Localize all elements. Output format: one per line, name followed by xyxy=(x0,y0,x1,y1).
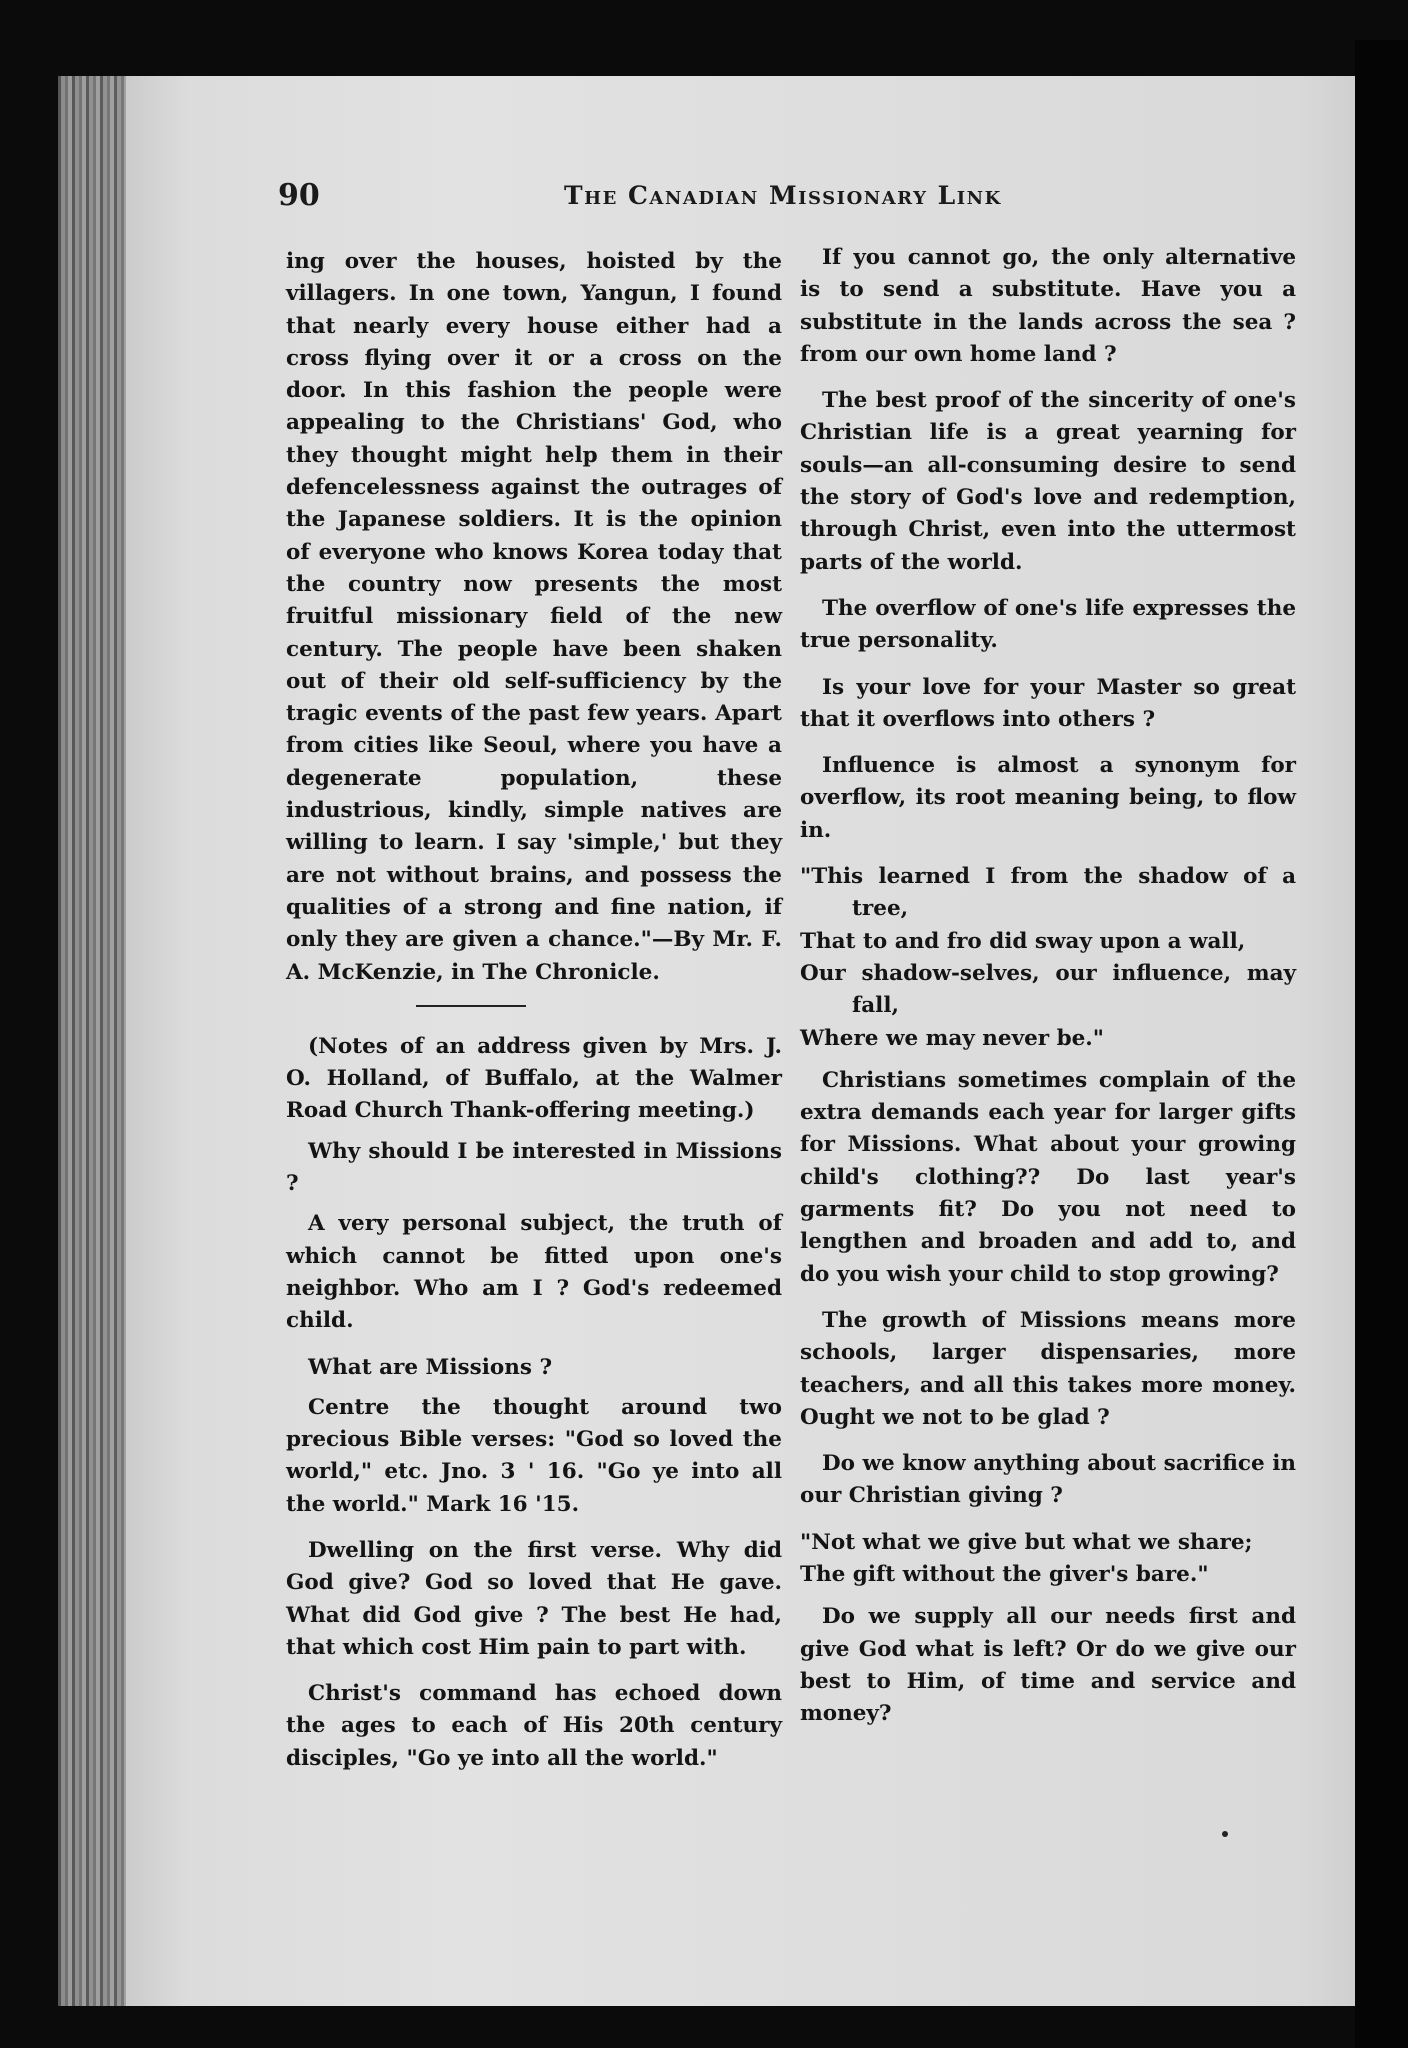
question: What are Missions ? xyxy=(308,1354,553,1380)
running-title: The Canadian Missionary Link xyxy=(564,181,1002,210)
poem-quote xyxy=(800,1527,1296,1592)
paragraph: ing over the houses, hoisted by the villagers. In one town, Yangun, I found that nearly every house either had a cross flying over it or a cross on the door. In this fashion the people were appealing to the Christians' God, who they thought might help them in their defencelessness against the outrages of the Japanese soldiers. It is the opinion of everyone who knows Korea today that the country now presents the most fruitful missionary field of the new century. The people have been shaken out of their old self-sufficiency by the tragic events of the past few years. Apart from cities like Seoul, where you have a degenerate population, these industrious, kindly, simple natives are willing to learn. I say 'simple,' but they are not without brains, and possess the qualities of a strong and fine nation, if only they are given a chance."—By Mr. F. A. McKenzie, in The Chronicle. xyxy=(286,249,782,985)
paragraph: Is your love for your Master so great that it overflows into others ? xyxy=(800,674,1296,732)
section-divider xyxy=(416,1005,526,1007)
paragraph: Influence is almost a synonym for overflow, its root meaning being, to flow in. xyxy=(800,753,1296,843)
paragraph: Christians sometimes complain of the extra demands each year for larger gifts for Missions. What about your growing child's clothing?? Do last year's garments fit? Do you not need to lengthen and broaden and add to, and do you wish your child to stop growing? xyxy=(800,1067,1296,1287)
poem-line: "This learned I from the shadow of a tree, xyxy=(800,864,1296,922)
poem-line: Where we may never be." xyxy=(800,1025,1104,1051)
paragraph: If you cannot go, the only alternative is to send a substitute. Have you a substitute in the lands across the sea ? from our own home land ? xyxy=(800,245,1296,367)
paragraph: Do we supply all our needs first and give God what is left? Or do we give our best to Him, of time and service and money? xyxy=(800,1604,1296,1727)
poem-line: That to and fro did sway upon a wall, xyxy=(800,928,1246,954)
poem-line: "Not what we give but what we share; xyxy=(800,1529,1253,1555)
poem-quote xyxy=(800,861,1296,1055)
poem-line: The gift without the giver's bare." xyxy=(800,1561,1209,1587)
paragraph: Do we know anything about sacrifice in our Christian giving ? xyxy=(800,1451,1296,1509)
ink-speck xyxy=(1222,1831,1228,1837)
paragraph: Dwelling on the first verse. Why did God give? God so loved that He gave. What did God give ? The best He had, that which cost Him pain to part with. xyxy=(286,1537,782,1660)
question: Why should I be interested in Missions ? xyxy=(286,1138,782,1197)
page-stack-edge xyxy=(58,76,126,2006)
right-column xyxy=(800,242,1296,1744)
left-column xyxy=(286,246,782,1789)
paragraph: A very personal subject, the truth of which cannot be fitted upon one's neighbor. Who am I ? God's redeemed child. xyxy=(286,1211,782,1334)
paragraph: The best proof of the sincerity of one's Christian life is a great yearning for souls—an all-consuming desire to send the story of God's love and redemption, through Christ, even into the uttermost parts of the world. xyxy=(800,388,1296,575)
paragraph: The growth of Missions means more schools, larger dispensaries, more teachers, and all this takes more money. Ought we not to be glad ? xyxy=(800,1307,1296,1430)
paragraph: Centre the thought around two precious Bible verses: "God so loved the world," etc. Jno. 3 ' 16. "Go ye into all the world." Mark 16 '15. xyxy=(286,1394,782,1517)
scan-border xyxy=(1355,40,1408,2048)
page-number: 90 xyxy=(278,178,320,213)
address-note: (Notes of an address given by Mrs. J. O. Holland, of Buffalo, at the Walmer Road Church Thank-offering meeting.) xyxy=(286,1033,782,1124)
poem-line: Our shadow-selves, our influence, may fall, xyxy=(800,960,1296,1019)
page-header xyxy=(278,178,1038,222)
paragraph: Christ's command has echoed down the ages to each of His 20th century disciples, "Go ye into all the world." xyxy=(286,1681,782,1771)
paragraph: The overflow of one's life expresses the true personality. xyxy=(800,595,1296,654)
